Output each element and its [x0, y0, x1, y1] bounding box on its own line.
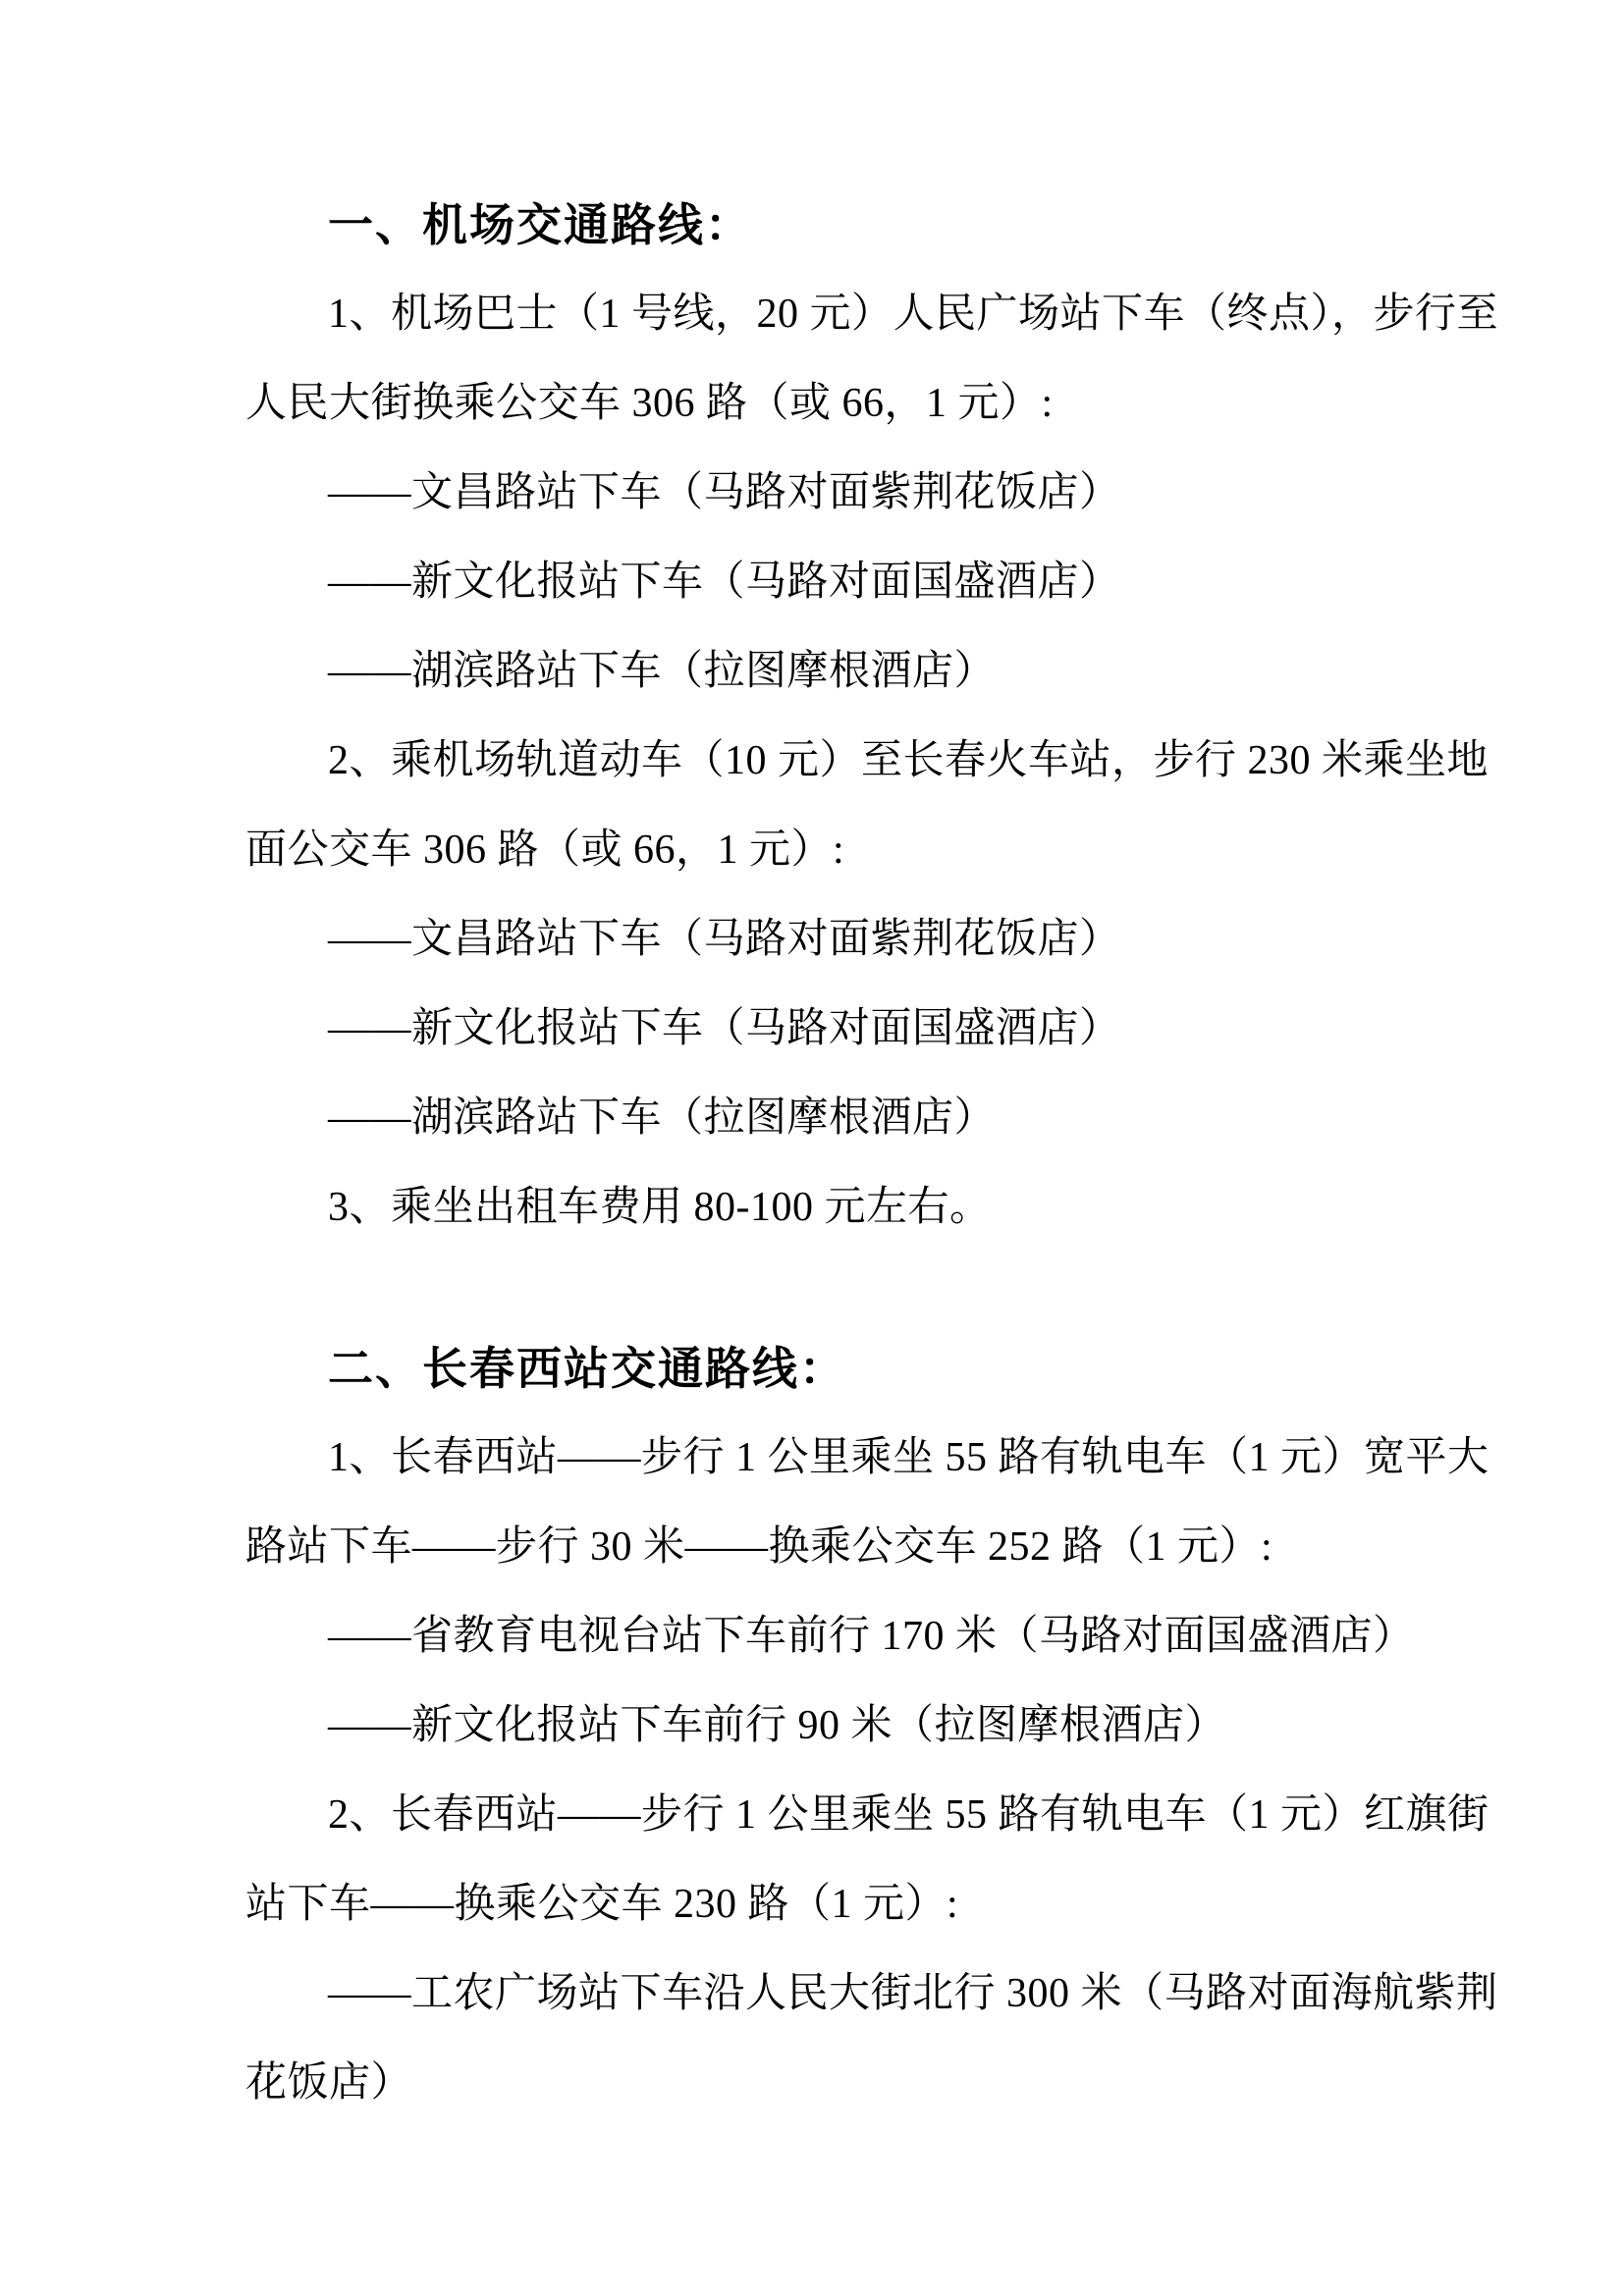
paragraph-line: 人民大街换乘公交车 306 路（或 66，1 元）:	[245, 381, 1054, 426]
paragraph-line: 站下车——换乘公交车 230 路（1 元）:	[245, 1882, 959, 1927]
paragraph-line: ——湖滨路站下车（拉图摩根酒店）	[328, 1095, 997, 1141]
paragraph-line: ——新文化报站下车（马路对面国盛酒店）	[328, 1006, 1121, 1051]
paragraph-line: ——文昌路站下车（马路对面紫荆花饭店）	[328, 470, 1121, 515]
paragraph-line: ——新文化报站下车前行 90 米（拉图摩根酒店）	[328, 1703, 1227, 1748]
paragraph-line: ——湖滨路站下车（拉图摩根酒店）	[328, 649, 997, 694]
paragraph-line: ——文昌路站下车（马路对面紫荆花饭店）	[328, 917, 1121, 962]
paragraph-line: 2、乘机场轨道动车（10 元）至长春火车站，步行 230 米乘坐地	[328, 738, 1489, 783]
paragraph-line: 1、长春西站——步行 1 公里乘坐 55 路有轨电车（1 元）宽平大	[328, 1435, 1489, 1480]
paragraph-line: 2、长春西站——步行 1 公里乘坐 55 路有轨电车（1 元）红旗街	[328, 1792, 1489, 1838]
paragraph-line: 面公交车 306 路（或 66，1 元）:	[245, 828, 845, 873]
paragraph-line: 花饭店）	[245, 2060, 413, 2106]
paragraph-line: ——工农广场站下车沿人民大街北行 300 米（马路对面海航紫荆	[328, 1971, 1498, 2016]
section	[245, 1323, 1498, 2128]
section	[245, 180, 1499, 1253]
paragraph-line: ——省教育电视台站下车前行 170 米（马路对面国盛酒店）	[328, 1614, 1415, 1659]
section-heading: 二、长春西站交通路线：	[328, 1343, 846, 1394]
paragraph-line: 3、乘坐出租车费用 80-100 元左右。	[328, 1185, 992, 1230]
paragraph-line: 路站下车——步行 30 米——换乘公交车 252 路（1 元）:	[245, 1524, 1273, 1570]
section-heading: 一、机场交通路线：	[328, 199, 752, 250]
paragraph-line: ——新文化报站下车（马路对面国盛酒店）	[328, 560, 1121, 605]
paragraph-line: 1、机场巴士（1 号线，20 元）人民广场站下车（终点），步行至	[328, 292, 1499, 337]
